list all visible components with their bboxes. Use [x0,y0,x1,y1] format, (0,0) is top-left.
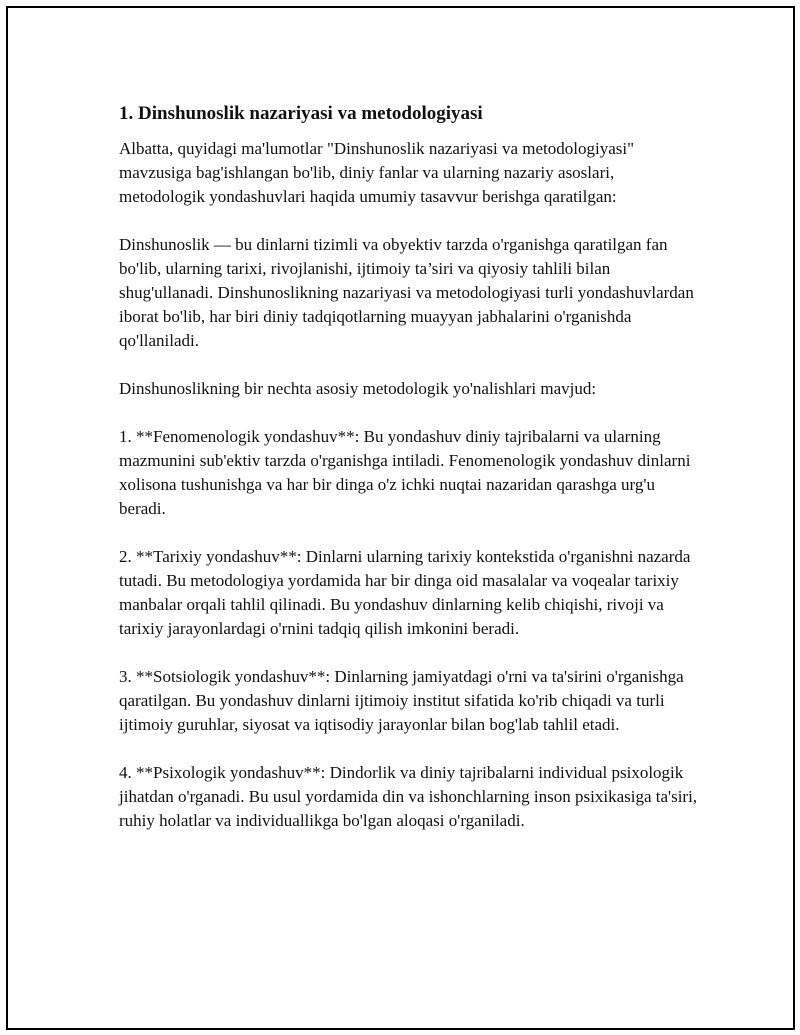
page-frame [6,6,795,1030]
method-item-historical: 2. **Tarixiy yondashuv**: Dinlarni ularning tarixiy kontekstida o'rganishni nazarda tutadi. Bu metodologiya yordamida har bir dinga oid masalalar va voqealar tarixiy manbalar orqali tahlil qilinadi. Bu yondashuv dinlarning kelib chiqishi, rivoji va tarixiy jarayonlardagi o'rnini tadqiq qilish imkonini beradi. [119,547,691,638]
method-item-psychological: 4. **Psixologik yondashuv**: Dindorlik va diniy tajribalarni individual psixologik jihatdan o'rganadi. Bu usul yordamida din va ishonchlarning inson psixikasiga ta'siri, ruhiy holatlar va individuallikga bo'lgan aloqasi o'rganiladi. [119,763,698,830]
methods-intro-paragraph: Dinshunoslikning bir nechta asosiy metodologik yo'nalishlari mavjud: [119,379,597,398]
document-body [119,101,699,857]
document-title: 1. Dinshunoslik nazariyasi va metodologiyasi [119,103,483,124]
intro-paragraph: Albatta, quyidagi ma'lumotlar "Dinshunoslik nazariyasi va metodologiyasi" mavzusiga bag'ishlangan bo'lib, diniy fanlar va ularning nazariy asoslari, metodologik yondashuvlari haqida umumiy tasavvur berishga qaratilgan: [119,139,635,206]
definition-paragraph: Dinshunoslik — bu dinlarni tizimli va obyektiv tarzda o'rganishga qaratilgan fan bo'lib, ularning tarixi, rivojlanishi, ijtimoiy ta’siri va qiyosiy tahlili bilan shug'ullanadi. Dinshunoslikning nazariyasi va metodologiyasi turli yondashuvlardan iborat bo'lib, har biri diniy tadqiqotlarning muayyan jabhalarini o'rganishda qo'llaniladi. [119,235,694,350]
method-item-phenomenological: 1. **Fenomenologik yondashuv**: Bu yondashuv diniy tajribalarni va ularning mazmunini sub'ektiv tarzda o'rganishga intiladi. Fenomenologik yondashuv dinlarni xolisona tushunishga va har bir dinga o'z ichki nuqtai nazaridan qarashga urg'u beradi. [119,427,691,518]
method-item-sociological: 3. **Sotsiologik yondashuv**: Dinlarning jamiyatdagi o'rni va ta'sirini o'rganishga qaratilgan. Bu yondashuv dinlarni ijtimoiy institut sifatida ko'rib chiqadi va turli ijtimoiy guruhlar, siyosat va iqtisodiy jarayonlar bilan bog'lab tahlil etadi. [119,667,684,734]
